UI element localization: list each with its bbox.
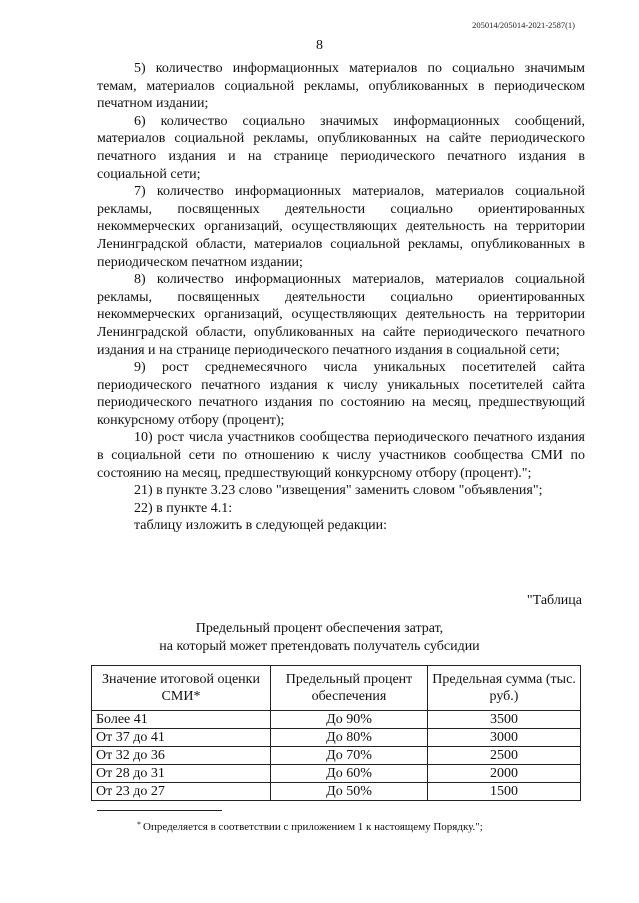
table-header-cell: Предельная сумма (тыс. руб.) — [428, 666, 581, 711]
subsidy-table — [91, 665, 581, 801]
paragraph-table-intro: таблицу изложить в следующей редакции: — [134, 518, 388, 534]
table-cell-percent: До 80% — [271, 729, 428, 747]
paragraph-item-7: 7) количество информационных материалов, материалов социальной рекламы, посвященных деятельности социально ориентированных некоммерческих организаций, осуществляющих деятельность на территории Ленинградской области, материалов социальной рекламы, опубликованных в периодическом печатном издании; — [97, 184, 585, 270]
table-cell-amount: 2000 — [428, 765, 581, 783]
paragraph-item-5: 5) количество информационных материалов по социально значимым темам, материалов социальной рекламы, опубликованных в периодическом печатном издании; — [97, 61, 585, 112]
table-cell-percent: До 60% — [271, 765, 428, 783]
table-cell-percent: До 50% — [271, 783, 428, 801]
table-row — [92, 711, 581, 729]
footnote-divider — [97, 810, 222, 811]
table-cell-score: Более 41 — [92, 711, 271, 729]
table-row — [92, 765, 581, 783]
table-row — [92, 783, 581, 801]
table-caption-line-1: Предельный процент обеспечения затрат, — [195, 621, 444, 636]
paragraph-item-9: 9) рост среднемесячного числа уникальных посетителей сайта периодического печатного издания к числу уникальных посетителей сайта периодического печатного издания по состоянию на месяц, предшествующий конкурсному отбору (процент); — [97, 360, 585, 428]
document-id: 205014/205014-2021-2587(1) — [472, 20, 575, 30]
table-cell-amount: 3500 — [428, 711, 581, 729]
table-header-row — [92, 666, 581, 711]
paragraph-item-6: 6) количество социально значимых информационных сообщений, материалов социальной рекламы, опубликованных на сайте периодического печатного издания и на странице периодического печатного издания в социальной сети; — [97, 113, 585, 182]
table-label: "Таблица — [526, 593, 582, 608]
footnote — [137, 820, 483, 833]
page-number: 8 — [316, 38, 323, 53]
paragraph-item-22: 22) в пункте 4.1: — [134, 500, 233, 516]
footnote-mark: * — [137, 820, 141, 829]
table-row — [92, 747, 581, 765]
table-header-cell: Предельный процент обеспечения — [271, 666, 428, 711]
paragraph-item-10: 10) рост числа участников сообщества периодического печатного издания в социальной сети по отношению к числу участников сообщества СМИ по состоянию на месяц, предшествующий конкурсному отбору (процент)."; — [97, 430, 585, 481]
table-cell-score: От 37 до 41 — [92, 729, 271, 747]
footnote-text: Определяется в соответствии с приложением 1 к настоящему Порядку."; — [143, 821, 483, 833]
table-cell-amount: 3000 — [428, 729, 581, 747]
document-body — [97, 60, 585, 535]
table-row — [92, 729, 581, 747]
table-cell-amount: 1500 — [428, 783, 581, 801]
table-caption — [0, 620, 639, 655]
paragraph-item-8: 8) количество информационных материалов, материалов социальной рекламы, посвященных деятельности социально ориентированных некоммерческих организаций, осуществляющих деятельность на территории Ленинградской области, опубликованных на сайте периодического печатного издания и на странице периодического печатного издания в социальной сети; — [97, 272, 585, 358]
paragraph-item-21: 21) в пункте 3.23 слово "извещения" заменить словом "объявления"; — [134, 483, 543, 499]
table-cell-score: От 28 до 31 — [92, 765, 271, 783]
table-cell-amount: 2500 — [428, 747, 581, 765]
table-cell-score: От 23 до 27 — [92, 783, 271, 801]
table-cell-percent: До 90% — [271, 711, 428, 729]
table-header-cell: Значение итоговой оценки СМИ* — [92, 666, 271, 711]
table-cell-score: От 32 до 36 — [92, 747, 271, 765]
table-cell-percent: До 70% — [271, 747, 428, 765]
table-caption-line-2: на который может претендовать получатель субсидии — [159, 638, 480, 654]
